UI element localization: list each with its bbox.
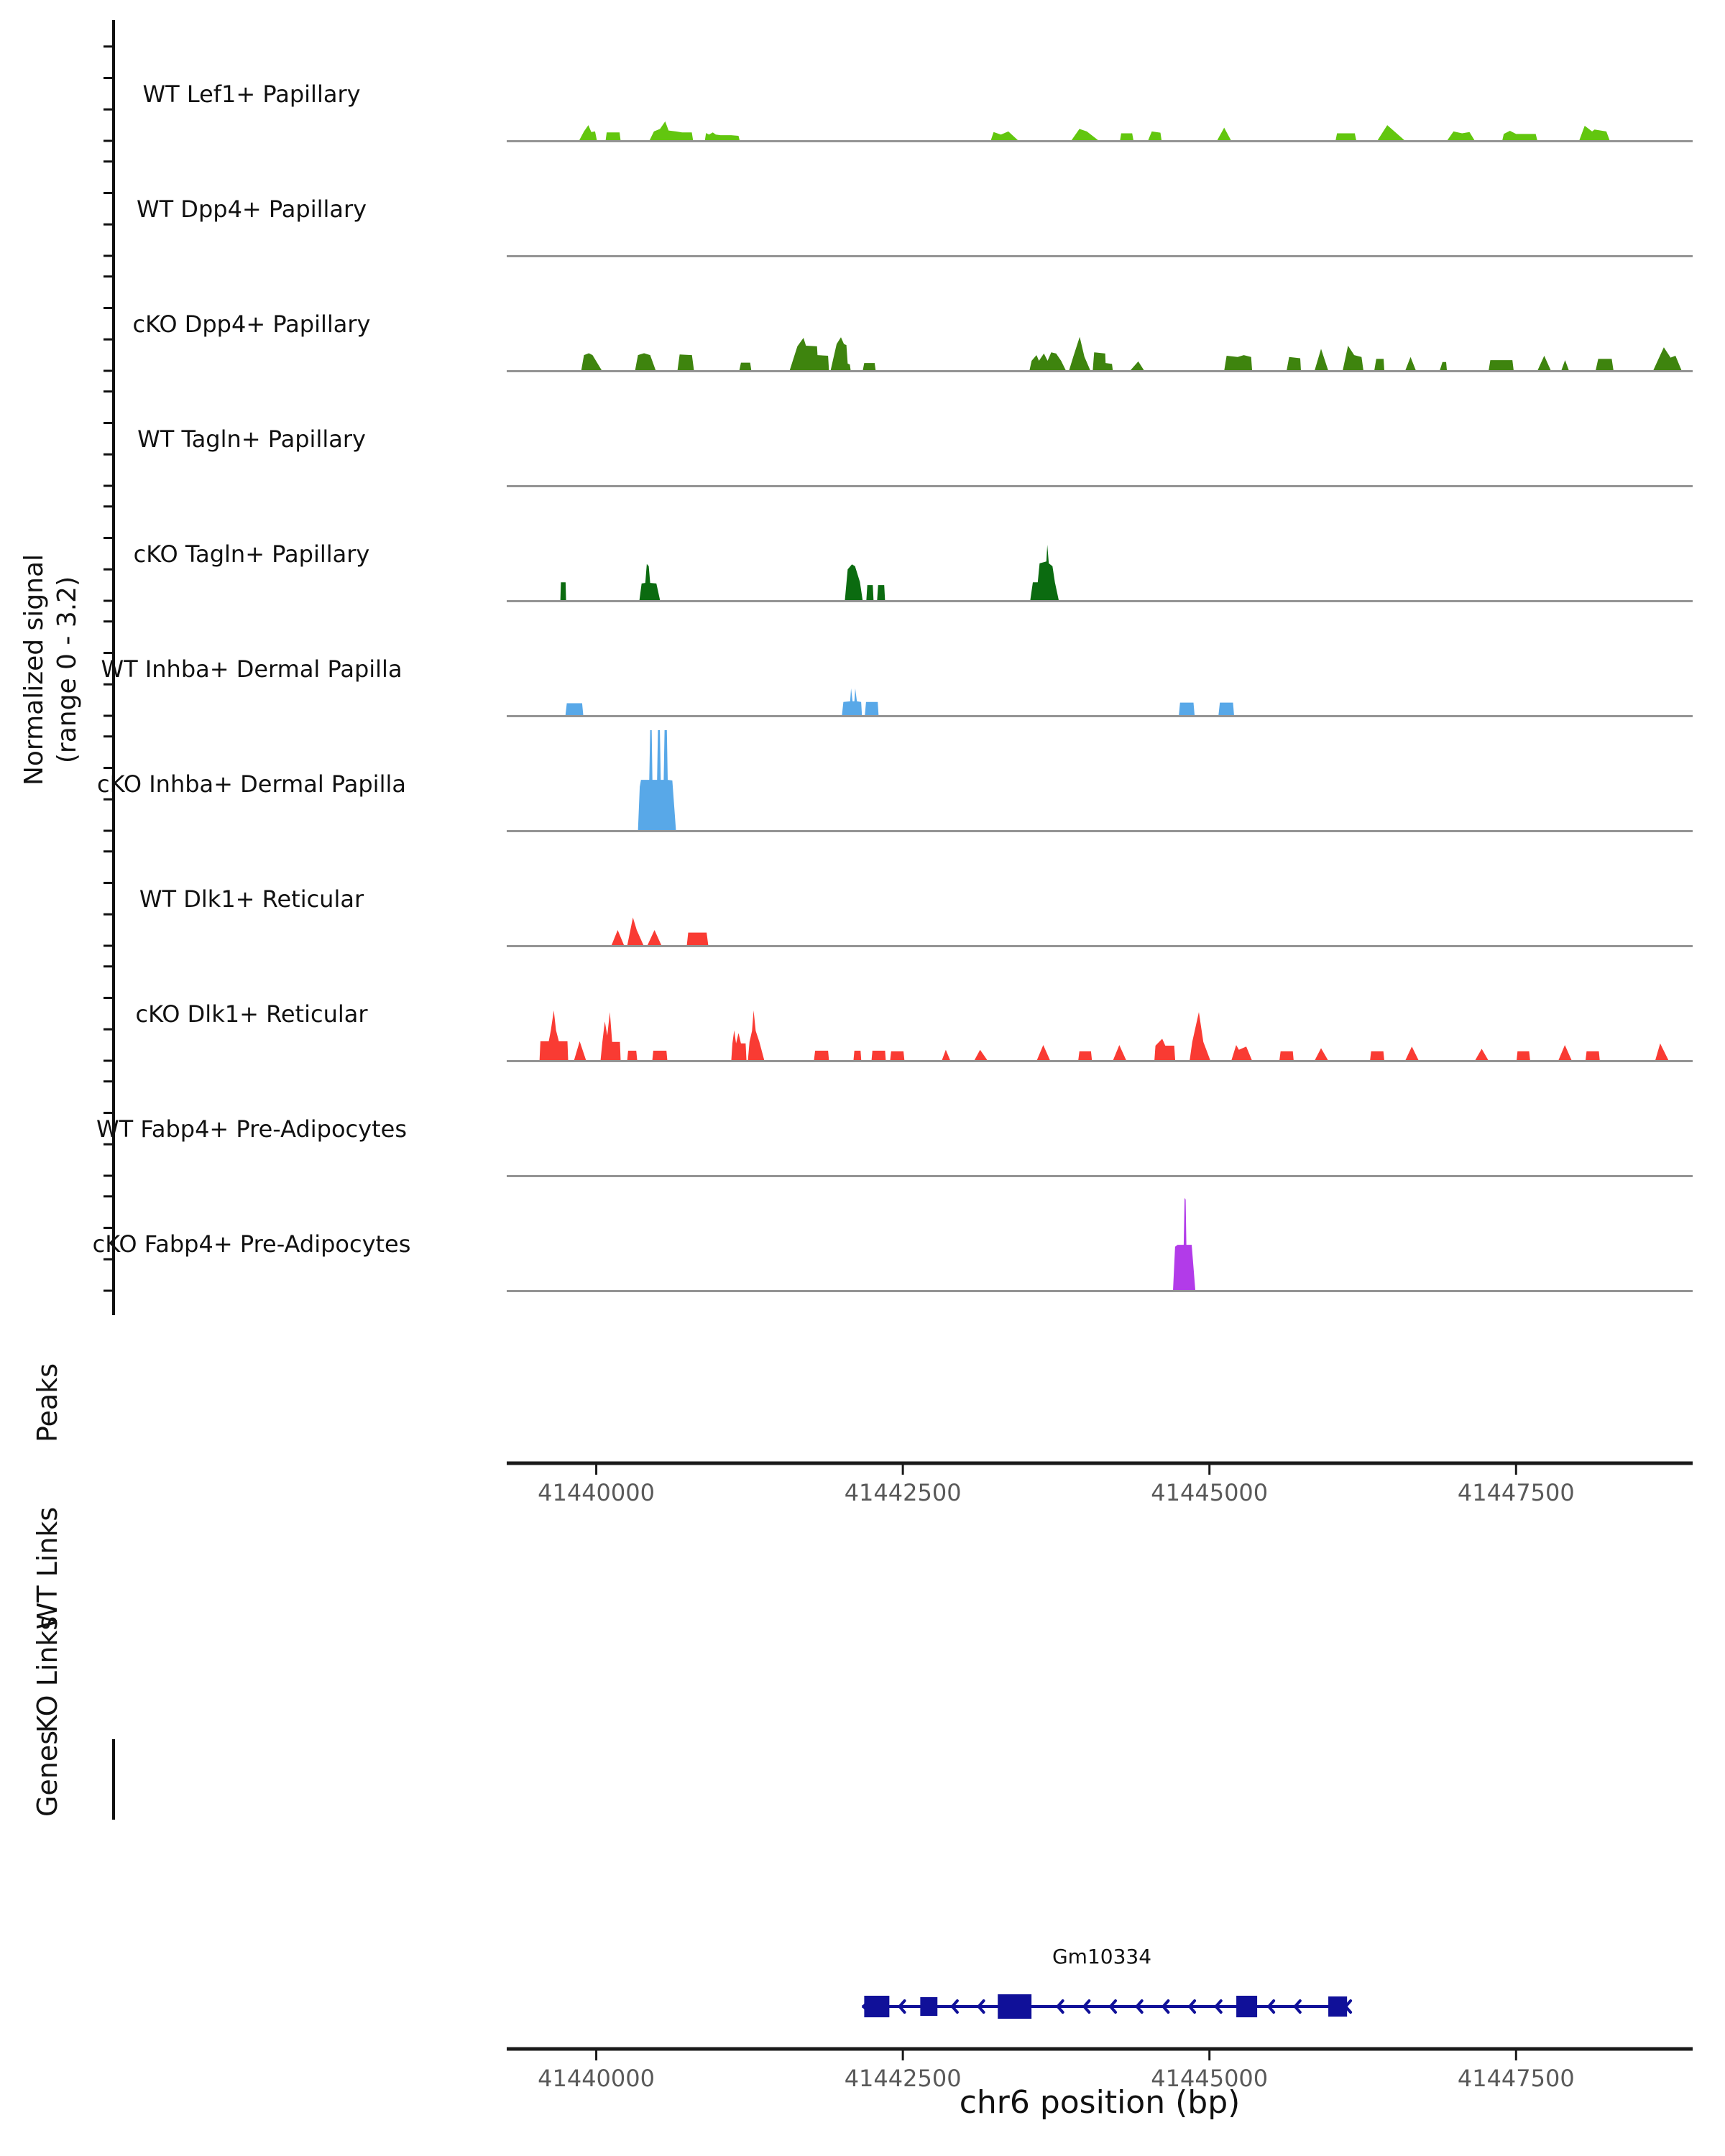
track-label: cKO Fabp4+ Pre-Adipocytes <box>92 1230 411 1258</box>
track-signal-svg <box>507 148 1693 258</box>
axis-svg <box>507 1462 1693 1479</box>
axis-svg <box>507 2047 1693 2065</box>
gene-exon <box>920 1997 937 2016</box>
signal-area <box>566 688 1234 716</box>
axis-tick-label: 41442500 <box>844 2065 962 2092</box>
section-label-peaks: Peaks <box>32 1363 63 1443</box>
signal-area <box>579 121 1610 141</box>
axis-tick-label: 41440000 <box>538 1479 655 1506</box>
signal-area <box>540 1010 1669 1061</box>
track-label: WT Tagln+ Papillary <box>137 425 366 453</box>
section-label-wt-links: WT Links <box>32 1506 63 1630</box>
track-label: WT Fabp4+ Pre-Adipocytes <box>96 1115 407 1143</box>
y-axis-label-line2: (range 0 - 3.2) <box>52 576 82 764</box>
gene-exon <box>1236 1996 1257 2017</box>
track-label: WT Dlk1+ Reticular <box>139 885 364 913</box>
track-signal-svg <box>507 1183 1693 1293</box>
section-label-ko-links: KO Links <box>32 1616 63 1733</box>
track-signal-svg <box>507 953 1693 1063</box>
gene-exon <box>1328 1996 1347 2017</box>
gene-exon <box>864 1996 889 2017</box>
axis-tick-label: 41447500 <box>1457 1479 1575 1506</box>
signal-area <box>1173 1198 1195 1291</box>
axis-tick-label: 41447500 <box>1457 2065 1575 2092</box>
track-label: WT Lef1+ Papillary <box>142 80 361 108</box>
axis-tick-label: 41445000 <box>1151 1479 1269 1506</box>
track-signal-svg <box>507 493 1693 603</box>
track-signal-svg <box>507 1068 1693 1178</box>
genes-bracket-line <box>112 1739 115 1820</box>
gene-exon <box>998 1994 1031 2019</box>
gene-model <box>507 1982 1693 2032</box>
track-signal-svg <box>507 608 1693 718</box>
track-signal-svg <box>507 378 1693 488</box>
gene-name-label: Gm10334 <box>1052 1945 1152 1968</box>
signal-area <box>581 337 1682 371</box>
y-axis-label-line1: Normalized signal <box>19 553 49 786</box>
axis-tick-label: 41445000 <box>1151 2065 1269 2092</box>
track-label: cKO Dlk1+ Reticular <box>135 1000 368 1028</box>
track-signal-svg <box>507 723 1693 833</box>
track-label: cKO Inhba+ Dermal Papilla <box>97 770 406 798</box>
axis-tick-label: 41440000 <box>538 2065 655 2092</box>
signal-area <box>638 730 676 831</box>
track-signal-svg <box>507 263 1693 373</box>
track-label: cKO Tagln+ Papillary <box>133 540 370 568</box>
track-label: WT Inhba+ Dermal Papilla <box>101 655 402 683</box>
section-label-genes: Genes <box>32 1730 63 1818</box>
track-label: cKO Dpp4+ Papillary <box>132 310 371 338</box>
signal-area <box>561 545 1059 601</box>
signal-area <box>612 918 709 946</box>
track-signal-svg <box>507 33 1693 143</box>
track-signal-svg <box>507 838 1693 948</box>
x-axis-label: chr6 position (bp) <box>959 2084 1241 2121</box>
track-label: WT Dpp4+ Papillary <box>136 195 367 223</box>
axis-tick-label: 41442500 <box>844 1479 962 1506</box>
